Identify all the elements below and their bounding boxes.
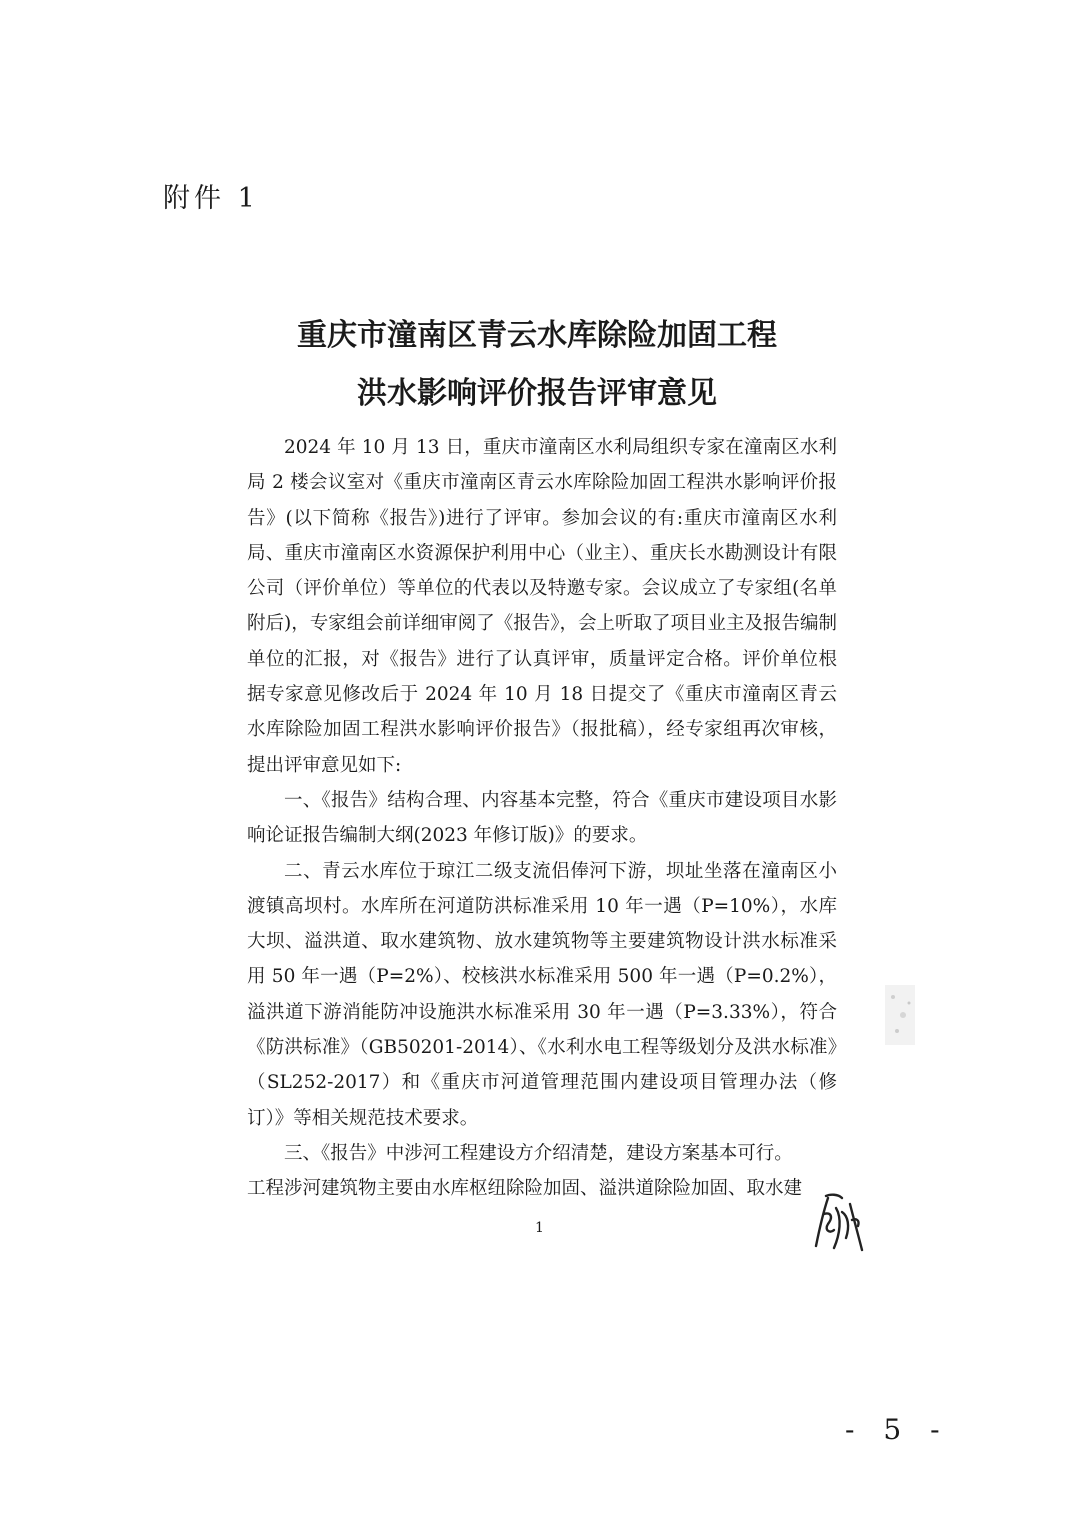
document-title-line-2: 洪水影响评价报告评审意见 (357, 376, 717, 411)
scan-speckle (885, 985, 915, 1045)
attachment-label: 附件 1 (163, 183, 259, 214)
paragraph-continuation: 工程涉河建筑物主要由水库枢纽除险加固、溢洪道除险加固、取水建 (247, 1178, 803, 1200)
inner-page-number: 1 (535, 1220, 544, 1236)
paragraph-intro: 2024 年 10 月 13 日，重庆市潼南区水利局组织专家在潼南区水利局 2 楼会议室对《重庆市潼南区青云水库除险加固工程洪水影响评价报告》(以下简称《报告》)进行了评审。参加会议的有:重庆市潼南区水利局、重庆市潼南区水资源保护利用中心（业主）、重庆长水勘测设计有限公司（评价单位）等单位的代表以及特邀专家。会议成立了专家组(名单附后)，专家组会前详细审阅了《报告》，会上听取了项目业主及报告编制单位的汇报，对《报告》进行了认真评审，质量评定合格。评价单位根据专家意见修改后于 2024 年 10 月 18 日提交了《重庆市潼南区青云水库除险加固工程洪水影响评价报告》（报批稿），经专家组再次审核，提出评审意见如下: (247, 437, 837, 776)
paragraph-item-1: 一、《报告》结构合理、内容基本完整，符合《重庆市建设项目水影响论证报告编制大纲(2023 年修订版)》的要求。 (247, 789, 837, 847)
paragraph-item-2: 二、青云水库位于琼江二级支流侣俸河下游，坝址坐落在潼南区小渡镇高坝村。水库所在河道防洪标准采用 10 年一遇（P=10%），水库大坝、溢洪道、取水建筑物、放水建筑物等主要建筑物设计洪水标准采用 50 年一遇（P=2%）、校核洪水标准采用 500 年一遇（P=0.2%），溢洪道下游消能防冲设施洪水标准采用 30 年一遇（P=3.33%），符合《防洪标准》（GB50201-2014）、《水利水电工程等级划分及洪水标准》（SL252-2017）和《重庆市河道管理范围内建设项目管理办法（修订）》等相关规范技术要求。 (247, 860, 837, 1129)
document-title-line-1: 重庆市潼南区青云水库除险加固工程 (297, 318, 777, 353)
handwritten-signature (812, 1190, 864, 1254)
document-body (247, 430, 837, 1207)
paragraph-item-3: 三、《报告》中涉河工程建设方介绍清楚，建设方案基本可行。 (284, 1142, 793, 1164)
footer-page-number: - 5 - (845, 1413, 950, 1446)
